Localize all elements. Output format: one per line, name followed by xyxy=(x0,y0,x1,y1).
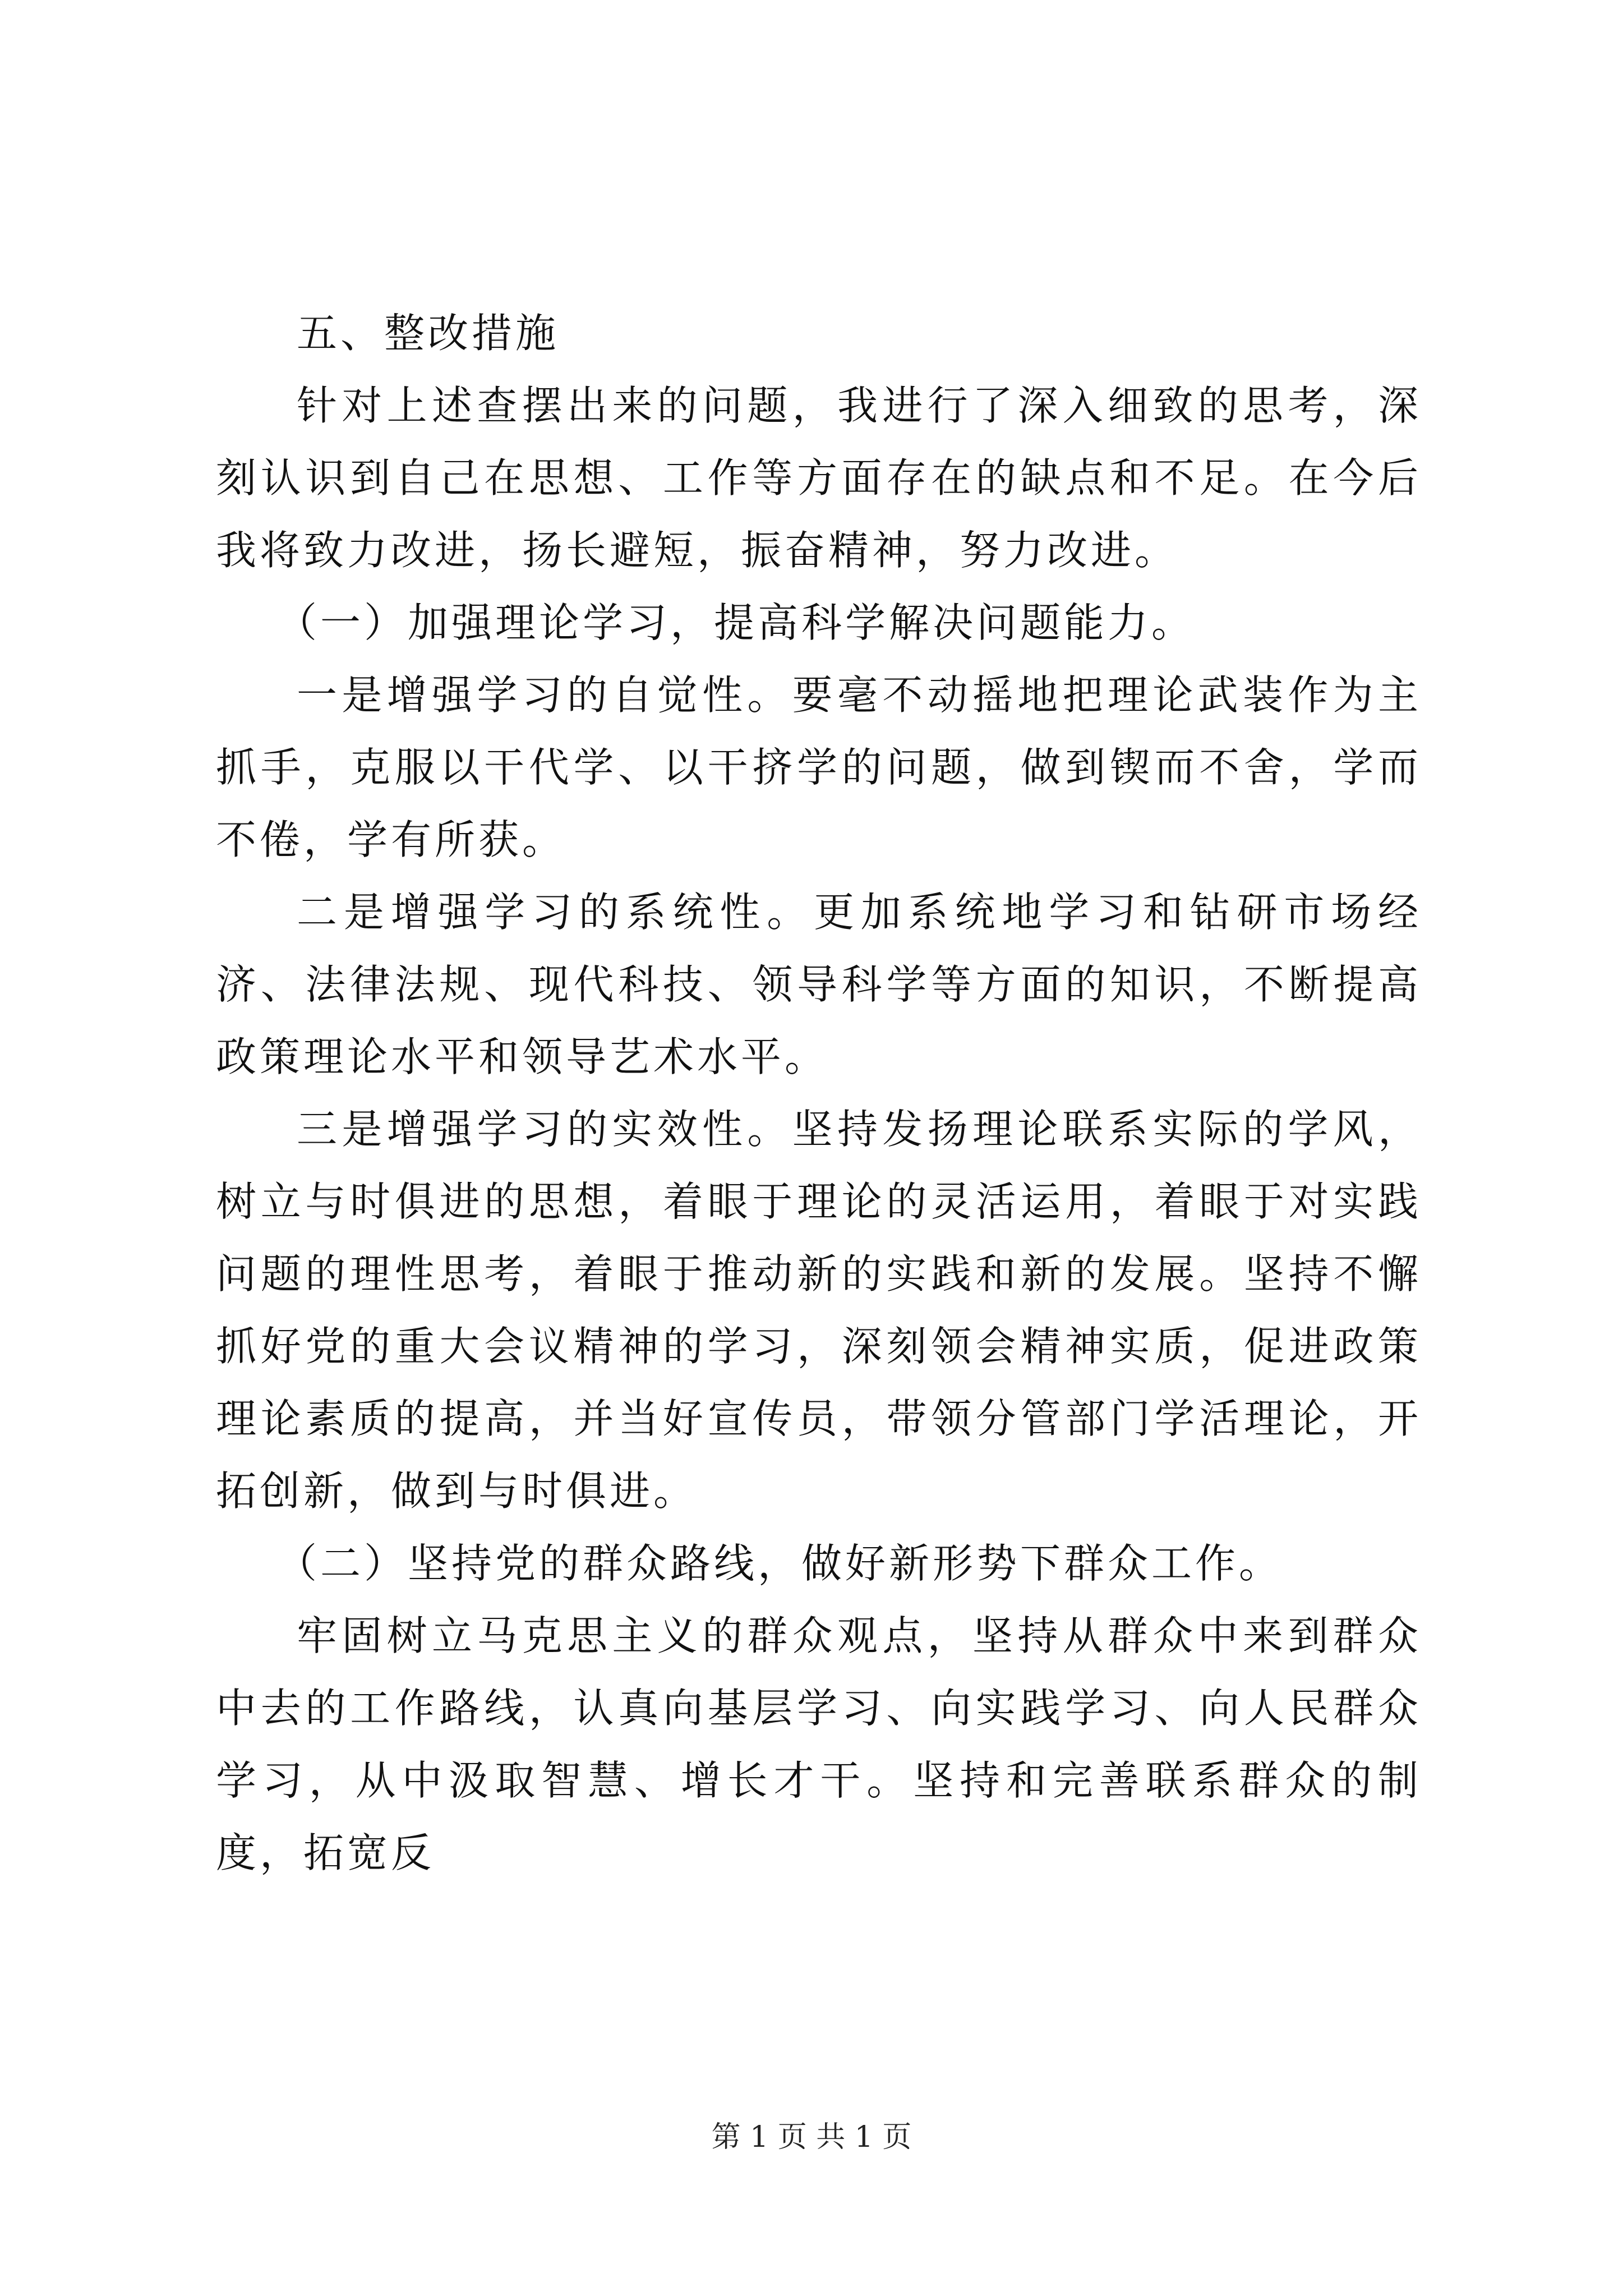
section-heading: 五、整改措施 xyxy=(297,310,560,357)
body-paragraph: 牢固树立马克思主义的群众观点，坚持从群众中来到群众中去的工作路线，认真向基层学习、向实践学习、向人民群众学习，从中汲取智慧、增长才干。坚持和完善联系群众的制度，拓宽反 xyxy=(216,1612,1422,1876)
subsection-heading: （二）坚持党的群众路线，做好新形势下群众工作。 xyxy=(276,1540,1283,1587)
body-paragraph: 针对上述查摆出来的问题，我进行了深入细致的思考，深刻认识到自己在思想、工作等方面存在的缺点和不足。在今后我将致力改进，扬长避短，振奋精神，努力改进。 xyxy=(216,382,1422,574)
subsection-heading: （一）加强理论学习，提高科学解决问题能力。 xyxy=(276,599,1196,646)
document-body xyxy=(216,297,1422,1889)
body-paragraph: 一是增强学习的自觉性。要毫不动摇地把理论武装作为主抓手，克服以干代学、以干挤学的问题，做到锲而不舍，学而不倦，学有所获。 xyxy=(216,671,1422,863)
page-footer: 第 1 页 共 1 页 xyxy=(711,2120,912,2154)
body-paragraph: 三是增强学习的实效性。坚持发扬理论联系实际的学风，树立与时俱进的思想，着眼于理论的灵活运用，着眼于对实践问题的理性思考，着眼于推动新的实践和新的发展。坚持不懈抓好党的重大会议精神的学习，深刻领会精神实质，促进政策理论素质的提高，并当好宣传员，带领分管部门学活理论，开拓创新，做到与时俱进。 xyxy=(216,1106,1422,1515)
body-paragraph: 二是增强学习的系统性。更加系统地学习和钻研市场经济、法律法规、现代科技、领导科学等方面的知识，不断提高政策理论水平和领导艺术水平。 xyxy=(216,889,1422,1080)
